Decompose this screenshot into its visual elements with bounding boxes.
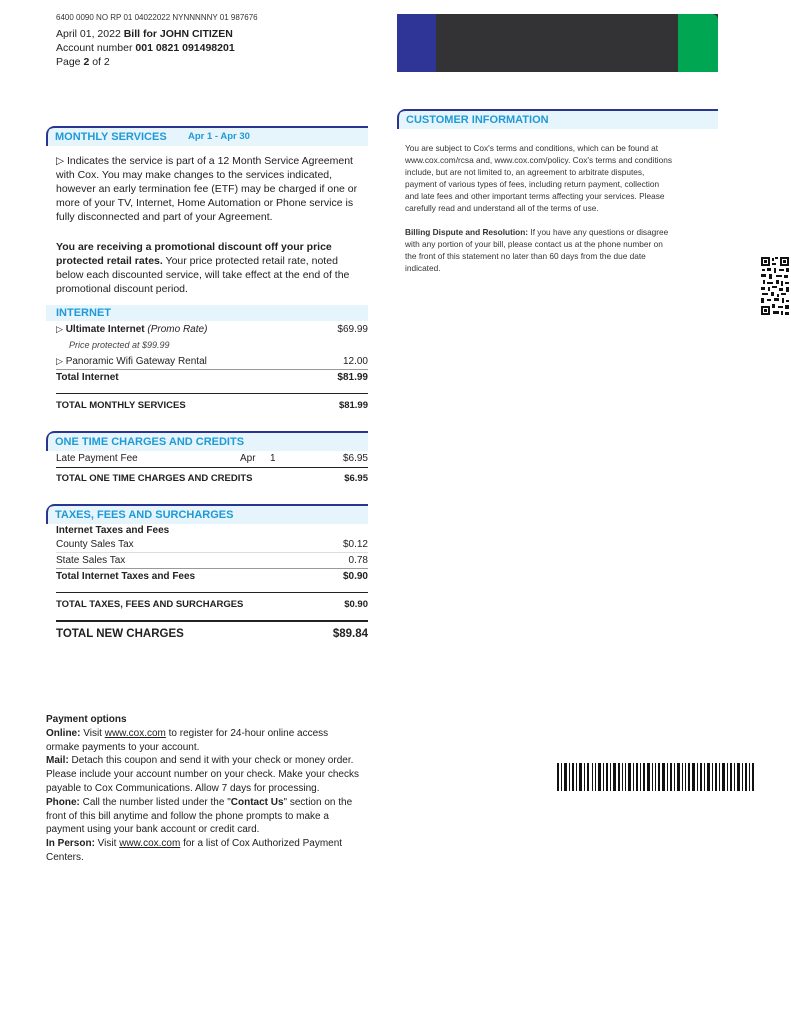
phone-label: Phone: xyxy=(46,796,80,808)
line-item-late-fee xyxy=(56,451,368,466)
item-amount: $69.99 xyxy=(337,324,368,335)
mail-text: Detach this coupon and send it with your check or money order. xyxy=(68,755,354,767)
dispute-line xyxy=(405,226,715,238)
mail-label: Mail: xyxy=(46,755,69,767)
divider xyxy=(56,393,368,394)
section-title: ONE TIME CHARGES AND CREDITS xyxy=(55,436,245,448)
promo-line: You are receiving a promotional discount off your price xyxy=(56,241,332,253)
item-label xyxy=(56,354,207,369)
total-amount: $0.90 xyxy=(342,571,368,582)
terms-line: www.cox.com/rcsa and, www.cox.com/policy. Cox's terms and conditions xyxy=(405,155,673,165)
terms-line: include, but are not limited to, an agreement to arbitrate disputes, xyxy=(405,167,645,177)
section-title: MONTHLY SERVICES xyxy=(55,131,167,143)
promo-bold: protected retail rates. xyxy=(56,255,163,267)
online-line: ormake payments to your account. xyxy=(46,741,200,753)
tax-group-label xyxy=(56,523,368,538)
section-title: CUSTOMER INFORMATION xyxy=(406,114,549,126)
section-taxes-fees xyxy=(46,504,368,524)
person-text: Visit xyxy=(94,838,120,850)
section-title: INTERNET xyxy=(56,307,111,319)
dispute-label: Billing Dispute and Resolution: xyxy=(405,227,529,237)
phone-text: " section on the xyxy=(283,796,353,808)
item-name: State Sales Tax xyxy=(56,555,126,566)
terms-paragraph xyxy=(405,142,715,214)
payment-phone xyxy=(46,796,391,810)
online-text: Visit xyxy=(80,727,105,739)
section-monthly-services xyxy=(46,126,368,146)
bill-date: April 01, 2022 xyxy=(56,28,121,40)
payment-mail xyxy=(46,754,391,768)
page-label: Page xyxy=(56,56,81,68)
banner-blue-block xyxy=(397,14,436,72)
section-customer-information xyxy=(397,109,718,129)
promo-line xyxy=(56,254,372,268)
promo-line: below each discounted service, will take effect at the end of the xyxy=(56,269,350,281)
total-label: Total Internet xyxy=(56,372,119,383)
billing-dispute-paragraph xyxy=(405,226,715,274)
person-text: for a list of Cox Authorized Payment xyxy=(180,838,343,850)
phone-line: payment using your bank account or credit card. xyxy=(46,824,260,836)
total-label: TOTAL MONTHLY SERVICES xyxy=(56,400,186,411)
terms-line: carefully read and understand all of the terms of use. xyxy=(405,203,599,213)
account-label: Account number xyxy=(56,42,133,54)
person-label: In Person: xyxy=(46,838,95,850)
person-link[interactable]: www.cox.com xyxy=(119,838,181,850)
payment-title: Payment options xyxy=(46,714,127,725)
item-name: County Sales Tax xyxy=(56,539,134,550)
total-label: TOTAL TAXES, FEES AND SURCHARGES xyxy=(56,599,244,610)
contact-us-label: Contact Us xyxy=(230,796,284,808)
section-title: TAXES, FEES AND SURCHARGES xyxy=(55,509,234,521)
item-day: 1 xyxy=(270,453,276,464)
section-one-time-charges xyxy=(46,431,368,451)
note-line: however an early termination fee (ETF) may be charged if one or xyxy=(56,183,358,195)
phone-text: Call the number listed under the " xyxy=(79,796,231,808)
group-label: Internet Taxes and Fees xyxy=(56,525,170,536)
qr-code-icon xyxy=(760,256,790,316)
dispute-line: with any portion of your bill, please contact us at the phone number on xyxy=(405,239,663,249)
line-item-gateway-rental xyxy=(56,354,368,369)
item-month: Apr xyxy=(240,453,256,464)
item-name: Panoramic Wifi Gateway Rental xyxy=(65,356,207,367)
item-amount: $0.12 xyxy=(342,539,368,550)
online-text: to register for 24-hour online access xyxy=(165,727,329,739)
banner-green-block xyxy=(678,14,718,72)
dispute-line: the front of this statement no later than 60 days from the due date xyxy=(405,251,646,261)
total-amount: $81.99 xyxy=(338,400,368,411)
online-link[interactable]: www.cox.com xyxy=(104,727,166,739)
account-number: 001 0821 091498201 xyxy=(135,42,235,54)
mail-line: payable to Cox Communications. Allow 7 days for processing. xyxy=(46,782,320,794)
item-name: Ultimate Internet xyxy=(65,324,145,335)
total-amount: $81.99 xyxy=(337,372,368,383)
note-line: with Cox. You may make changes to the services indicated, xyxy=(56,169,333,181)
account-line xyxy=(56,42,235,54)
total-label: TOTAL NEW CHARGES xyxy=(56,628,184,640)
mail-line: Please include your account number on your check. Make your checks xyxy=(46,769,359,781)
promo-note xyxy=(56,240,372,296)
item-amount: 0.78 xyxy=(348,555,368,566)
barcode-icon xyxy=(557,763,754,791)
price-protected-note xyxy=(56,338,368,353)
note-line: ▷ Indicates the service is part of a 12 Month Service Agreement xyxy=(56,155,353,167)
payment-online xyxy=(46,727,391,741)
total-internet-row xyxy=(56,370,368,385)
payment-in-person xyxy=(46,837,391,851)
agreement-triangle-icon: ▷ xyxy=(56,324,63,334)
item-name: Late Payment Fee xyxy=(56,453,138,464)
page-of: of 2 xyxy=(92,56,110,68)
divider xyxy=(56,592,368,593)
billing-period: Apr 1 - Apr 30 xyxy=(188,131,250,142)
terms-line: and late fees and other important terms affecting your services. Please xyxy=(405,191,665,201)
total-amount: $6.95 xyxy=(344,473,368,484)
online-label: Online: xyxy=(46,727,81,739)
total-amount: $89.84 xyxy=(332,628,368,640)
line-item-county-tax xyxy=(56,537,368,552)
line-item-state-tax xyxy=(56,553,368,568)
bill-for: Bill for JOHN CITIZEN xyxy=(123,28,233,40)
total-one-time-row xyxy=(56,471,368,486)
brand-banner xyxy=(397,14,718,72)
agreement-triangle-icon: ▷ xyxy=(56,356,63,366)
total-monthly-row xyxy=(56,398,368,413)
total-new-charges-row xyxy=(56,626,368,643)
divider xyxy=(56,620,368,622)
item-label xyxy=(56,322,207,337)
item-amount: $6.95 xyxy=(342,453,368,464)
note-line: more of your TV, Internet, Home Automation or Phone service is xyxy=(56,197,354,209)
note-line: fully disconnected and part of your Agreement. xyxy=(56,211,273,223)
item-sub: Price protected at $99.99 xyxy=(69,340,170,350)
statement-code: 6400 0090 NO RP 01 04022022 NYNNNNNY 01 987676 xyxy=(56,13,258,22)
total-amount: $0.90 xyxy=(344,599,368,610)
promo-rest: Your price protected retail rate, noted xyxy=(162,255,338,267)
phone-line: front of this bill anytime and follow the phone prompts to make a xyxy=(46,810,329,822)
divider xyxy=(56,467,368,468)
line-item-ultimate-internet xyxy=(56,322,368,337)
dispute-line: indicated. xyxy=(405,263,441,273)
payment-options xyxy=(46,713,391,865)
terms-line: payment of various types of fees, including return payment, collection xyxy=(405,179,660,189)
total-label: Total Internet Taxes and Fees xyxy=(56,571,196,582)
item-note: (Promo Rate) xyxy=(147,324,208,335)
total-label: TOTAL ONE TIME CHARGES AND CREDITS xyxy=(56,473,253,484)
terms-line: You are subject to Cox's terms and conditions, which can be found at xyxy=(405,143,659,153)
page-current: 2 xyxy=(83,56,90,68)
person-line: Centers. xyxy=(46,851,84,863)
total-taxes-row xyxy=(56,597,368,612)
dispute-text: If you have any questions or disagree xyxy=(528,227,669,237)
item-amount: 12.00 xyxy=(342,356,368,367)
promo-line: promotional discount period. xyxy=(56,283,188,295)
total-internet-taxes-row xyxy=(56,569,368,584)
bill-date-line xyxy=(56,28,233,40)
section-internet xyxy=(46,305,368,321)
page-indicator xyxy=(56,56,110,68)
agreement-note xyxy=(56,154,372,224)
